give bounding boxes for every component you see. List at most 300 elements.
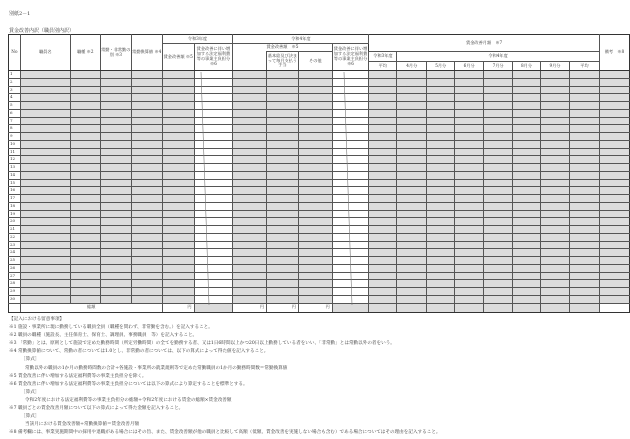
cell-employment-type[interactable]	[100, 233, 131, 241]
cell-fte-value[interactable]	[131, 156, 162, 164]
cell-month-jun[interactable]	[455, 117, 484, 125]
cell-fte-value[interactable]	[131, 133, 162, 141]
cell-month-jun[interactable]	[455, 218, 484, 226]
cell-remarks[interactable]	[599, 140, 629, 148]
cell-month-may[interactable]	[427, 71, 455, 79]
cell-month-apr[interactable]	[397, 102, 427, 110]
cell-job-type[interactable]	[70, 94, 100, 102]
cell-remarks[interactable]	[599, 288, 629, 296]
cell-monthly-r3-avg[interactable]	[369, 218, 397, 226]
cell-month-jul[interactable]	[484, 264, 513, 272]
cell-monthly-r4-avg[interactable]	[569, 140, 599, 148]
cell-r3-wage-improvement[interactable]	[162, 125, 194, 133]
cell-month-may[interactable]	[427, 210, 455, 218]
cell-fte-value[interactable]	[131, 71, 162, 79]
cell-r4-other[interactable]	[298, 71, 332, 79]
cell-employment-type[interactable]	[100, 125, 131, 133]
cell-month-may[interactable]	[427, 226, 455, 234]
cell-name[interactable]	[20, 86, 70, 94]
cell-month-aug[interactable]	[513, 140, 541, 148]
cell-fte-value[interactable]	[131, 125, 162, 133]
cell-r4-basic-salary[interactable]	[267, 210, 299, 218]
cell-employment-type[interactable]	[100, 226, 131, 234]
cell-name[interactable]	[20, 109, 70, 117]
cell-r4-other[interactable]	[298, 202, 332, 210]
cell-month-sep[interactable]	[541, 195, 570, 203]
cell-month-aug[interactable]	[513, 210, 541, 218]
cell-r4-other[interactable]	[298, 218, 332, 226]
cell-remarks[interactable]	[599, 125, 629, 133]
cell-monthly-r3-avg[interactable]	[369, 264, 397, 272]
cell-name[interactable]	[20, 78, 70, 86]
cell-monthly-r4-avg[interactable]	[569, 102, 599, 110]
cell-r4-wage-improvement[interactable]	[233, 94, 267, 102]
cell-employment-type[interactable]	[100, 187, 131, 195]
cell-month-jul[interactable]	[484, 71, 513, 79]
cell-r4-wage-improvement[interactable]	[233, 257, 267, 265]
cell-job-type[interactable]	[70, 272, 100, 280]
cell-r3-wage-improvement[interactable]	[162, 164, 194, 172]
cell-month-jun[interactable]	[455, 94, 484, 102]
cell-month-apr[interactable]	[397, 133, 427, 141]
cell-month-aug[interactable]	[513, 257, 541, 265]
cell-month-aug[interactable]	[513, 295, 541, 303]
cell-month-may[interactable]	[427, 125, 455, 133]
cell-job-type[interactable]	[70, 164, 100, 172]
cell-remarks[interactable]	[599, 156, 629, 164]
cell-name[interactable]	[20, 295, 70, 303]
cell-r3-wage-improvement[interactable]	[162, 86, 194, 94]
cell-r4-other[interactable]	[298, 195, 332, 203]
cell-r4-wage-improvement[interactable]	[233, 272, 267, 280]
cell-r4-wage-improvement[interactable]	[233, 102, 267, 110]
cell-fte-value[interactable]	[131, 148, 162, 156]
cell-r4-other[interactable]	[298, 171, 332, 179]
cell-r4-basic-salary[interactable]	[267, 187, 299, 195]
cell-month-jul[interactable]	[484, 148, 513, 156]
cell-month-apr[interactable]	[397, 140, 427, 148]
cell-month-sep[interactable]	[541, 102, 570, 110]
cell-month-sep[interactable]	[541, 288, 570, 296]
cell-month-jun[interactable]	[455, 288, 484, 296]
cell-r4-wage-improvement[interactable]	[233, 86, 267, 94]
cell-month-sep[interactable]	[541, 156, 570, 164]
cell-r3-wage-improvement[interactable]	[162, 94, 194, 102]
cell-month-aug[interactable]	[513, 187, 541, 195]
cell-name[interactable]	[20, 164, 70, 172]
cell-month-apr[interactable]	[397, 195, 427, 203]
cell-month-jun[interactable]	[455, 86, 484, 94]
cell-r4-basic-salary[interactable]	[267, 241, 299, 249]
cell-month-may[interactable]	[427, 133, 455, 141]
cell-monthly-r3-avg[interactable]	[369, 210, 397, 218]
cell-month-aug[interactable]	[513, 249, 541, 257]
cell-r4-wage-improvement[interactable]	[233, 202, 267, 210]
cell-r4-other[interactable]	[298, 257, 332, 265]
cell-month-jul[interactable]	[484, 133, 513, 141]
cell-job-type[interactable]	[70, 257, 100, 265]
cell-r3-wage-improvement[interactable]	[162, 272, 194, 280]
cell-r4-basic-salary[interactable]	[267, 94, 299, 102]
cell-r4-other[interactable]	[298, 226, 332, 234]
cell-employment-type[interactable]	[100, 140, 131, 148]
cell-r4-wage-improvement[interactable]	[233, 117, 267, 125]
cell-employment-type[interactable]	[100, 148, 131, 156]
cell-r3-wage-improvement[interactable]	[162, 241, 194, 249]
cell-fte-value[interactable]	[131, 171, 162, 179]
cell-fte-value[interactable]	[131, 295, 162, 303]
cell-month-sep[interactable]	[541, 295, 570, 303]
cell-monthly-r3-avg[interactable]	[369, 233, 397, 241]
cell-month-may[interactable]	[427, 187, 455, 195]
cell-name[interactable]	[20, 249, 70, 257]
cell-r4-other[interactable]	[298, 249, 332, 257]
cell-remarks[interactable]	[599, 117, 629, 125]
cell-month-jul[interactable]	[484, 249, 513, 257]
cell-month-jul[interactable]	[484, 257, 513, 265]
cell-month-may[interactable]	[427, 117, 455, 125]
cell-r3-wage-improvement[interactable]	[162, 249, 194, 257]
cell-monthly-r3-avg[interactable]	[369, 272, 397, 280]
cell-r3-wage-improvement[interactable]	[162, 133, 194, 141]
cell-monthly-r4-avg[interactable]	[569, 156, 599, 164]
cell-month-jul[interactable]	[484, 233, 513, 241]
cell-remarks[interactable]	[599, 264, 629, 272]
cell-job-type[interactable]	[70, 233, 100, 241]
cell-month-sep[interactable]	[541, 117, 570, 125]
cell-r4-other[interactable]	[298, 210, 332, 218]
cell-job-type[interactable]	[70, 218, 100, 226]
cell-job-type[interactable]	[70, 249, 100, 257]
cell-month-may[interactable]	[427, 218, 455, 226]
cell-month-sep[interactable]	[541, 241, 570, 249]
cell-remarks[interactable]	[599, 233, 629, 241]
cell-fte-value[interactable]	[131, 280, 162, 288]
cell-monthly-r4-avg[interactable]	[569, 94, 599, 102]
cell-name[interactable]	[20, 233, 70, 241]
cell-month-apr[interactable]	[397, 94, 427, 102]
cell-month-aug[interactable]	[513, 272, 541, 280]
cell-monthly-r4-avg[interactable]	[569, 264, 599, 272]
cell-monthly-r4-avg[interactable]	[569, 210, 599, 218]
cell-month-aug[interactable]	[513, 71, 541, 79]
cell-month-may[interactable]	[427, 109, 455, 117]
cell-r3-wage-improvement[interactable]	[162, 78, 194, 86]
cell-month-apr[interactable]	[397, 226, 427, 234]
cell-r4-basic-salary[interactable]	[267, 164, 299, 172]
cell-month-jul[interactable]	[484, 86, 513, 94]
cell-employment-type[interactable]	[100, 295, 131, 303]
cell-month-jun[interactable]	[455, 249, 484, 257]
cell-month-aug[interactable]	[513, 226, 541, 234]
cell-remarks[interactable]	[599, 218, 629, 226]
cell-month-sep[interactable]	[541, 125, 570, 133]
cell-month-sep[interactable]	[541, 164, 570, 172]
cell-r3-wage-improvement[interactable]	[162, 226, 194, 234]
cell-month-may[interactable]	[427, 241, 455, 249]
cell-monthly-r4-avg[interactable]	[569, 171, 599, 179]
cell-r4-other[interactable]	[298, 125, 332, 133]
cell-month-may[interactable]	[427, 94, 455, 102]
cell-monthly-r4-avg[interactable]	[569, 125, 599, 133]
cell-month-jun[interactable]	[455, 148, 484, 156]
cell-employment-type[interactable]	[100, 71, 131, 79]
cell-fte-value[interactable]	[131, 249, 162, 257]
cell-month-may[interactable]	[427, 156, 455, 164]
cell-month-aug[interactable]	[513, 156, 541, 164]
cell-remarks[interactable]	[599, 179, 629, 187]
cell-month-jun[interactable]	[455, 140, 484, 148]
cell-month-apr[interactable]	[397, 71, 427, 79]
cell-month-sep[interactable]	[541, 233, 570, 241]
cell-month-jun[interactable]	[455, 179, 484, 187]
cell-remarks[interactable]	[599, 102, 629, 110]
cell-month-jul[interactable]	[484, 125, 513, 133]
cell-r4-wage-improvement[interactable]	[233, 210, 267, 218]
cell-employment-type[interactable]	[100, 257, 131, 265]
cell-name[interactable]	[20, 102, 70, 110]
cell-month-jun[interactable]	[455, 241, 484, 249]
cell-monthly-r3-avg[interactable]	[369, 295, 397, 303]
cell-month-apr[interactable]	[397, 257, 427, 265]
cell-month-aug[interactable]	[513, 171, 541, 179]
cell-month-apr[interactable]	[397, 233, 427, 241]
cell-fte-value[interactable]	[131, 210, 162, 218]
cell-r4-basic-salary[interactable]	[267, 257, 299, 265]
cell-r4-basic-salary[interactable]	[267, 109, 299, 117]
cell-remarks[interactable]	[599, 295, 629, 303]
cell-r4-other[interactable]	[298, 264, 332, 272]
total-r3-wage-improvement[interactable]: 円	[162, 303, 194, 312]
cell-job-type[interactable]	[70, 109, 100, 117]
cell-monthly-r4-avg[interactable]	[569, 233, 599, 241]
cell-fte-value[interactable]	[131, 195, 162, 203]
cell-monthly-r3-avg[interactable]	[369, 202, 397, 210]
total-r4-other[interactable]: 円	[298, 303, 332, 312]
cell-name[interactable]	[20, 241, 70, 249]
cell-monthly-r4-avg[interactable]	[569, 133, 599, 141]
cell-r3-wage-improvement[interactable]	[162, 288, 194, 296]
cell-month-jul[interactable]	[484, 195, 513, 203]
cell-month-jul[interactable]	[484, 179, 513, 187]
cell-month-may[interactable]	[427, 140, 455, 148]
cell-monthly-r3-avg[interactable]	[369, 109, 397, 117]
cell-fte-value[interactable]	[131, 109, 162, 117]
cell-month-apr[interactable]	[397, 148, 427, 156]
cell-month-may[interactable]	[427, 171, 455, 179]
cell-employment-type[interactable]	[100, 202, 131, 210]
cell-monthly-r3-avg[interactable]	[369, 71, 397, 79]
cell-month-jun[interactable]	[455, 156, 484, 164]
cell-employment-type[interactable]	[100, 195, 131, 203]
cell-monthly-r4-avg[interactable]	[569, 226, 599, 234]
cell-fte-value[interactable]	[131, 117, 162, 125]
cell-r4-basic-salary[interactable]	[267, 78, 299, 86]
cell-name[interactable]	[20, 179, 70, 187]
cell-r4-other[interactable]	[298, 164, 332, 172]
cell-r3-wage-improvement[interactable]	[162, 218, 194, 226]
cell-month-sep[interactable]	[541, 280, 570, 288]
cell-employment-type[interactable]	[100, 164, 131, 172]
cell-month-jul[interactable]	[484, 218, 513, 226]
cell-month-jul[interactable]	[484, 288, 513, 296]
cell-month-jun[interactable]	[455, 226, 484, 234]
cell-month-apr[interactable]	[397, 202, 427, 210]
cell-month-apr[interactable]	[397, 241, 427, 249]
cell-month-sep[interactable]	[541, 218, 570, 226]
cell-monthly-r4-avg[interactable]	[569, 148, 599, 156]
cell-fte-value[interactable]	[131, 288, 162, 296]
cell-r4-other[interactable]	[298, 280, 332, 288]
cell-employment-type[interactable]	[100, 156, 131, 164]
cell-monthly-r3-avg[interactable]	[369, 280, 397, 288]
cell-monthly-r3-avg[interactable]	[369, 94, 397, 102]
cell-month-may[interactable]	[427, 179, 455, 187]
cell-employment-type[interactable]	[100, 94, 131, 102]
cell-r4-wage-improvement[interactable]	[233, 195, 267, 203]
cell-monthly-r3-avg[interactable]	[369, 249, 397, 257]
cell-monthly-r3-avg[interactable]	[369, 226, 397, 234]
cell-month-jun[interactable]	[455, 171, 484, 179]
cell-fte-value[interactable]	[131, 241, 162, 249]
cell-r4-other[interactable]	[298, 140, 332, 148]
cell-remarks[interactable]	[599, 210, 629, 218]
cell-employment-type[interactable]	[100, 249, 131, 257]
cell-r4-wage-improvement[interactable]	[233, 133, 267, 141]
cell-r4-other[interactable]	[298, 78, 332, 86]
cell-job-type[interactable]	[70, 288, 100, 296]
cell-month-jul[interactable]	[484, 272, 513, 280]
cell-r4-wage-improvement[interactable]	[233, 295, 267, 303]
cell-remarks[interactable]	[599, 187, 629, 195]
cell-month-apr[interactable]	[397, 264, 427, 272]
cell-month-sep[interactable]	[541, 226, 570, 234]
cell-monthly-r3-avg[interactable]	[369, 171, 397, 179]
cell-month-may[interactable]	[427, 202, 455, 210]
cell-r4-basic-salary[interactable]	[267, 202, 299, 210]
cell-monthly-r4-avg[interactable]	[569, 71, 599, 79]
cell-monthly-r4-avg[interactable]	[569, 109, 599, 117]
cell-r4-wage-improvement[interactable]	[233, 71, 267, 79]
cell-r4-other[interactable]	[298, 109, 332, 117]
cell-job-type[interactable]	[70, 156, 100, 164]
cell-month-jun[interactable]	[455, 187, 484, 195]
cell-name[interactable]	[20, 171, 70, 179]
cell-month-sep[interactable]	[541, 187, 570, 195]
cell-r4-wage-improvement[interactable]	[233, 264, 267, 272]
cell-r4-other[interactable]	[298, 288, 332, 296]
cell-monthly-r3-avg[interactable]	[369, 187, 397, 195]
cell-r4-basic-salary[interactable]	[267, 272, 299, 280]
cell-month-may[interactable]	[427, 264, 455, 272]
cell-month-jun[interactable]	[455, 210, 484, 218]
cell-month-jun[interactable]	[455, 195, 484, 203]
cell-r3-wage-improvement[interactable]	[162, 109, 194, 117]
cell-month-jul[interactable]	[484, 164, 513, 172]
cell-monthly-r4-avg[interactable]	[569, 288, 599, 296]
cell-name[interactable]	[20, 140, 70, 148]
cell-name[interactable]	[20, 195, 70, 203]
cell-r3-wage-improvement[interactable]	[162, 179, 194, 187]
cell-monthly-r3-avg[interactable]	[369, 241, 397, 249]
cell-r4-other[interactable]	[298, 295, 332, 303]
cell-fte-value[interactable]	[131, 233, 162, 241]
cell-month-jun[interactable]	[455, 125, 484, 133]
cell-month-sep[interactable]	[541, 148, 570, 156]
cell-month-jun[interactable]	[455, 233, 484, 241]
cell-fte-value[interactable]	[131, 140, 162, 148]
cell-month-sep[interactable]	[541, 86, 570, 94]
cell-month-sep[interactable]	[541, 171, 570, 179]
cell-monthly-r3-avg[interactable]	[369, 164, 397, 172]
cell-month-apr[interactable]	[397, 125, 427, 133]
cell-monthly-r4-avg[interactable]	[569, 179, 599, 187]
cell-r3-wage-improvement[interactable]	[162, 171, 194, 179]
cell-month-sep[interactable]	[541, 71, 570, 79]
cell-job-type[interactable]	[70, 78, 100, 86]
cell-name[interactable]	[20, 117, 70, 125]
cell-r4-basic-salary[interactable]	[267, 288, 299, 296]
cell-month-jul[interactable]	[484, 210, 513, 218]
cell-remarks[interactable]	[599, 133, 629, 141]
cell-r4-basic-salary[interactable]	[267, 280, 299, 288]
cell-monthly-r4-avg[interactable]	[569, 78, 599, 86]
cell-month-jul[interactable]	[484, 140, 513, 148]
cell-r4-basic-salary[interactable]	[267, 148, 299, 156]
cell-r3-wage-improvement[interactable]	[162, 233, 194, 241]
cell-r4-wage-improvement[interactable]	[233, 109, 267, 117]
cell-name[interactable]	[20, 187, 70, 195]
cell-month-may[interactable]	[427, 86, 455, 94]
cell-fte-value[interactable]	[131, 226, 162, 234]
cell-month-jul[interactable]	[484, 78, 513, 86]
total-r4-basic-salary[interactable]: 円	[267, 303, 299, 312]
cell-r4-other[interactable]	[298, 233, 332, 241]
cell-name[interactable]	[20, 71, 70, 79]
cell-employment-type[interactable]	[100, 288, 131, 296]
cell-job-type[interactable]	[70, 210, 100, 218]
cell-r4-basic-salary[interactable]	[267, 102, 299, 110]
cell-r3-wage-improvement[interactable]	[162, 202, 194, 210]
cell-monthly-r3-avg[interactable]	[369, 156, 397, 164]
cell-r4-basic-salary[interactable]	[267, 218, 299, 226]
cell-name[interactable]	[20, 210, 70, 218]
cell-month-aug[interactable]	[513, 133, 541, 141]
cell-month-apr[interactable]	[397, 280, 427, 288]
cell-month-jul[interactable]	[484, 241, 513, 249]
cell-r4-wage-improvement[interactable]	[233, 140, 267, 148]
cell-month-may[interactable]	[427, 249, 455, 257]
cell-fte-value[interactable]	[131, 187, 162, 195]
cell-month-jun[interactable]	[455, 78, 484, 86]
cell-fte-value[interactable]	[131, 179, 162, 187]
cell-monthly-r3-avg[interactable]	[369, 133, 397, 141]
cell-month-jul[interactable]	[484, 295, 513, 303]
cell-job-type[interactable]	[70, 148, 100, 156]
cell-r4-other[interactable]	[298, 156, 332, 164]
cell-month-jul[interactable]	[484, 226, 513, 234]
cell-name[interactable]	[20, 280, 70, 288]
cell-fte-value[interactable]	[131, 86, 162, 94]
cell-r4-wage-improvement[interactable]	[233, 171, 267, 179]
cell-month-aug[interactable]	[513, 233, 541, 241]
cell-fte-value[interactable]	[131, 202, 162, 210]
cell-remarks[interactable]	[599, 164, 629, 172]
cell-month-apr[interactable]	[397, 210, 427, 218]
cell-month-apr[interactable]	[397, 288, 427, 296]
cell-name[interactable]	[20, 288, 70, 296]
cell-month-sep[interactable]	[541, 272, 570, 280]
